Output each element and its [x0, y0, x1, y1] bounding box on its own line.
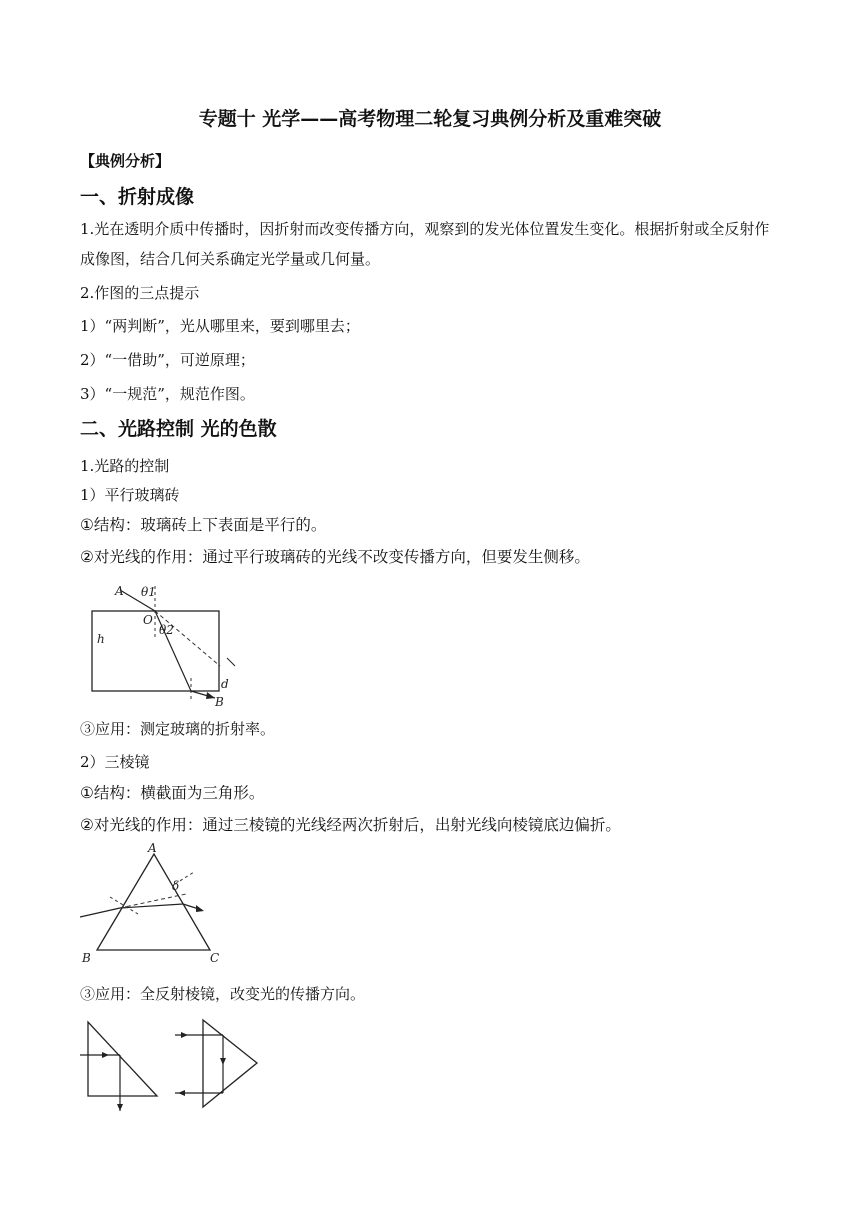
arrowhead-in-1 — [102, 1052, 109, 1058]
label-d: d — [221, 677, 229, 691]
label-B: B — [82, 951, 91, 965]
paragraph-light-control: 1.光路的控制 — [80, 457, 170, 475]
prism — [97, 854, 210, 950]
subheading-glass-slab: 1）平行玻璃砖 — [80, 486, 180, 504]
section-heading-1: 一、折射成像 — [80, 186, 195, 208]
prism-effect: ②对光线的作用：通过三棱镜的光线经两次折射后，出射光线向棱镜底边偏折。 — [80, 816, 621, 834]
right-angle-prism — [88, 1022, 157, 1096]
label-A: A — [148, 841, 157, 855]
slab-effect: ②对光线的作用：通过平行玻璃砖的光线不改变传播方向，但要发生侧移。 — [80, 548, 590, 566]
tip-item-1: 1）“两判断”，光从哪里来，要到哪里去； — [80, 317, 360, 335]
glass-slab-figure — [85, 578, 255, 708]
section-heading-2: 二、光路控制 光的色散 — [80, 418, 277, 440]
slab-application: ③应用：测定玻璃的折射率。 — [80, 720, 276, 738]
arrowhead — [196, 905, 204, 912]
label-theta2: θ2 — [159, 623, 174, 637]
label-h: h — [97, 632, 105, 646]
prism-figure — [80, 842, 240, 967]
tip-item-2: 2）“一借助”，可逆原理； — [80, 351, 255, 369]
arrowhead — [206, 692, 215, 699]
incident-ray — [80, 908, 120, 917]
arrowhead-down-2 — [220, 1058, 226, 1065]
extended-ray — [155, 611, 220, 666]
page-title: 专题十 光学——高考物理二轮复习典例分析及重难突破 — [198, 108, 662, 130]
arrowhead-down-1 — [117, 1104, 123, 1111]
paragraph-tips-title: 2.作图的三点提示 — [80, 284, 200, 302]
total-reflection-prism-figure — [75, 1015, 265, 1115]
porro-prism — [203, 1020, 257, 1107]
label-C: C — [210, 951, 220, 965]
paragraph-imaging: 1.光在透明介质中传播时，因折射而改变传播方向，观察到的发光体位置发生变化。根据折射或全反射作成像图，结合几何关系确定光学量或几何量。 — [80, 220, 770, 268]
label-B: B — [215, 695, 224, 709]
slab-structure: ①结构：玻璃砖上下表面是平行的。 — [80, 516, 327, 534]
tip-item-3: 3）“一规范”，规范作图。 — [80, 385, 255, 403]
prism-application: ③应用：全反射棱镜，改变光的传播方向。 — [80, 985, 366, 1003]
prism-structure: ①结构：横截面为三角形。 — [80, 784, 265, 802]
subheading-prism: 2）三棱镜 — [80, 753, 150, 771]
label-theta1: θ1 — [141, 585, 156, 599]
label-delta: δ — [172, 879, 180, 893]
arrowhead-out-2 — [178, 1090, 185, 1096]
arrowhead-in-2 — [181, 1032, 188, 1038]
label-O: O — [143, 613, 153, 627]
section-tag: 【典例分析】 — [80, 152, 171, 170]
label-A: A — [115, 584, 124, 598]
offset-marker — [227, 658, 235, 666]
